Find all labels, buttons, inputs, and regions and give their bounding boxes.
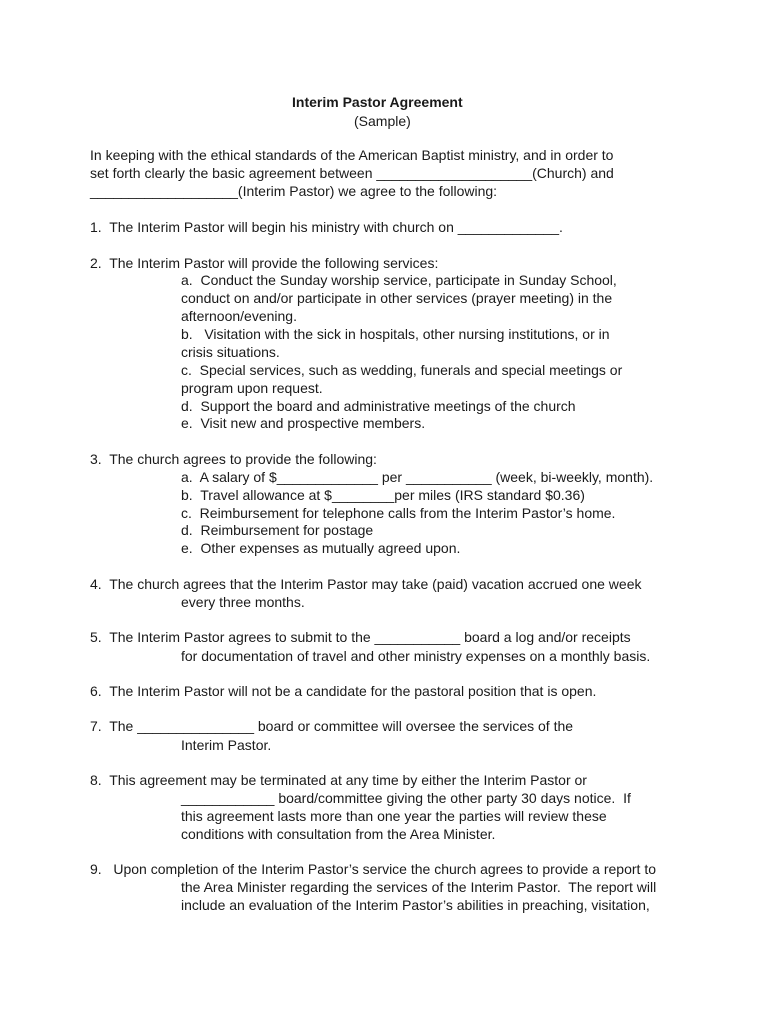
sub-item-text: every three months. [181, 594, 305, 610]
list-item-text: 7. The _______________ board or committee will oversee the services of the [90, 718, 574, 734]
sub-item-text: for documentation of travel and other ministry expenses on a monthly basis. [181, 648, 651, 664]
list-item-text: 4. The church agrees that the Interim Pastor may take (paid) vacation accrued one week [90, 576, 642, 592]
sub-item-text: program upon request. [181, 380, 323, 396]
list-item-text: 3. The church agrees to provide the following: [90, 451, 377, 467]
sub-item-text: d. Support the board and administrative meetings of the church [181, 398, 576, 414]
sub-item-text: this agreement lasts more than one year the parties will review these [181, 808, 607, 824]
list-item-text: 9. Upon completion of the Interim Pastor’s service the church agrees to provide a report to [90, 861, 656, 877]
sub-item-text: c. Special services, such as wedding, funerals and special meetings or [181, 362, 623, 378]
sub-item-text: include an evaluation of the Interim Pastor’s abilities in preaching, visitation, [181, 897, 650, 913]
sub-item-text: b. Travel allowance at $________per miles (IRS standard $0.36) [181, 487, 585, 503]
list-item-text: 8. This agreement may be terminated at any time by either the Interim Pastor or [90, 772, 587, 788]
sub-item-text: a. A salary of $_____________ per ___________ (week, bi-weekly, month). [181, 469, 654, 485]
sub-item-text: afternoon/evening. [181, 308, 297, 324]
list-item-text: 5. The Interim Pastor agrees to submit to the ___________ board a log and/or receipts [90, 629, 631, 645]
intro-line: In keeping with the ethical standards of the American Baptist ministry, and in order to [90, 147, 614, 163]
intro-line: set forth clearly the basic agreement between ____________________(Church) and [90, 165, 614, 181]
sub-item-text: conditions with consultation from the Area Minister. [181, 826, 496, 842]
list-item-text: 6. The Interim Pastor will not be a candidate for the pastoral position that is open. [90, 683, 597, 699]
list-item-text: 2. The Interim Pastor will provide the following services: [90, 255, 439, 271]
intro-line: ___________________(Interim Pastor) we agree to the following: [90, 183, 498, 199]
sub-item-text: ____________ board/committee giving the other party 30 days notice. If [181, 790, 631, 806]
document-subtitle: (Sample) [354, 113, 411, 129]
sub-item-text: the Area Minister regarding the services of the Interim Pastor. The report will [181, 879, 657, 895]
sub-item-text: Interim Pastor. [181, 737, 272, 753]
sub-item-text: e. Visit new and prospective members. [181, 415, 426, 431]
list-item-text: 1. The Interim Pastor will begin his ministry with church on _____________. [90, 219, 563, 235]
sub-item-text: crisis situations. [181, 344, 280, 360]
sub-item-text: c. Reimbursement for telephone calls from the Interim Pastor’s home. [181, 505, 616, 521]
sub-item-text: a. Conduct the Sunday worship service, participate in Sunday School, [181, 272, 617, 288]
sub-item-text: conduct on and/or participate in other services (prayer meeting) in the [181, 290, 613, 306]
sub-item-text: b. Visitation with the sick in hospitals, other nursing institutions, or in [181, 326, 610, 342]
document-title: Interim Pastor Agreement [292, 94, 463, 110]
sub-item-text: d. Reimbursement for postage [181, 522, 374, 538]
sub-item-text: e. Other expenses as mutually agreed upon. [181, 540, 461, 556]
